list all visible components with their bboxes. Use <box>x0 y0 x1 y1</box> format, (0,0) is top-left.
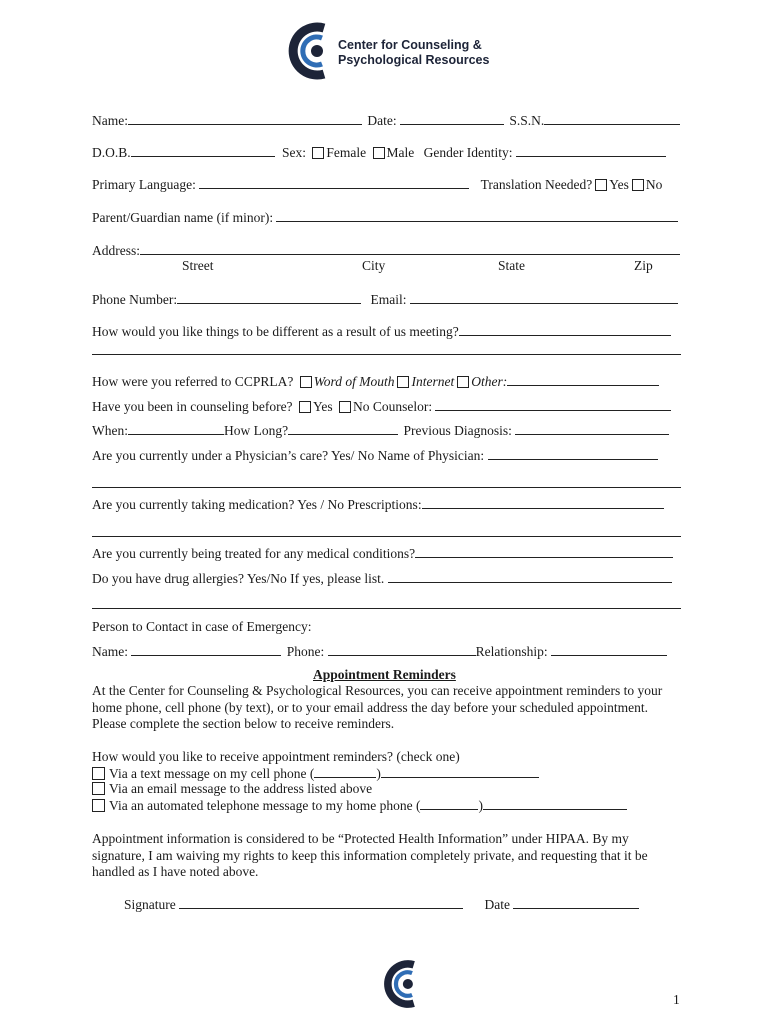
medication-question: Are you currently taking medication? Yes / No Prescriptions: <box>92 497 422 512</box>
translation-no-label: No <box>645 177 663 192</box>
em-relationship-label: Relationship: <box>475 644 548 659</box>
em-name-field[interactable] <box>131 643 281 656</box>
phone-number-field[interactable] <box>177 291 361 304</box>
when-field[interactable] <box>128 422 224 435</box>
other-label: Other: <box>471 374 508 389</box>
signature-label: Signature <box>124 897 176 912</box>
option-text-close: ) <box>376 766 381 781</box>
how-long-field[interactable] <box>288 422 398 435</box>
physician-question: Are you currently under a Physician’s care? Yes/ No Name of Physician: <box>92 448 485 463</box>
translation-needed-label: Translation Needed? <box>480 177 593 192</box>
row-medical <box>92 545 673 562</box>
ssn-label: S.S.N. <box>509 113 545 128</box>
counselor-field[interactable] <box>435 398 671 411</box>
name-field[interactable] <box>128 112 362 125</box>
translation-yes-label: Yes <box>609 177 629 192</box>
translation-yes-checkbox[interactable] <box>595 179 607 191</box>
em-name-label: Name: <box>92 644 128 659</box>
footer-logo <box>380 958 424 1014</box>
internet-checkbox[interactable] <box>397 376 409 388</box>
row-name <box>92 112 680 129</box>
row-medication <box>92 496 664 513</box>
row-signature <box>124 896 639 913</box>
different-field-line-2[interactable] <box>92 342 681 355</box>
em-phone-field[interactable] <box>328 643 476 656</box>
no-counselor-label: No Counselor: <box>352 399 433 414</box>
different-question: How would you like things to be different as a result of us meeting? <box>92 324 459 339</box>
option-phone-label: Via an automated telephone message to my home phone ( <box>109 798 421 813</box>
guardian-field[interactable] <box>276 209 678 222</box>
word-of-mouth-label: Word of Mouth <box>313 374 395 389</box>
logo-line-1: Center for Counseling & <box>338 38 482 52</box>
counseling-before-question: Have you been in counseling before? <box>92 399 293 414</box>
physician-field[interactable] <box>488 447 658 460</box>
translation-no-checkbox[interactable] <box>632 179 644 191</box>
phone-number-label: Phone Number: <box>92 292 178 307</box>
name-label: Name: <box>92 113 128 128</box>
date-label: Date: <box>367 113 397 128</box>
logo-line-2: Psychological Resources <box>338 53 490 67</box>
page-number: 1 <box>673 992 680 1007</box>
row-referred <box>92 373 659 390</box>
address-field[interactable] <box>140 242 680 255</box>
footer-logo-mark-icon <box>380 958 424 1010</box>
gender-identity-label: Gender Identity: <box>423 145 513 160</box>
drug-allergies-field[interactable] <box>388 570 672 583</box>
previous-diagnosis-label: Previous Diagnosis: <box>403 423 512 438</box>
em-relationship-field[interactable] <box>551 643 667 656</box>
row-guardian <box>92 209 678 226</box>
counseling-yes-checkbox[interactable] <box>299 401 311 413</box>
reminders-heading: Appointment Reminders <box>313 667 456 682</box>
email-label: Email: <box>370 292 407 307</box>
male-checkbox[interactable] <box>373 147 385 159</box>
option-phone-extra-line[interactable] <box>483 797 627 810</box>
option-email-checkbox[interactable] <box>92 782 105 795</box>
row-dob <box>92 144 666 161</box>
em-phone-label: Phone: <box>286 644 325 659</box>
option-text <box>92 765 539 782</box>
email-field[interactable] <box>410 291 678 304</box>
drug-allergies-question: Do you have drug allergies? Yes/No If yes, please list. <box>92 571 385 586</box>
logo-text <box>338 38 489 68</box>
row-language <box>92 176 662 193</box>
date-field[interactable] <box>400 112 504 125</box>
female-label: Female <box>326 145 367 160</box>
when-label: When: <box>92 423 128 438</box>
reminders-question: How would you like to receive appointment reminders? (check one) <box>92 749 460 764</box>
option-email-label: Via an email message to the address listed above <box>109 781 373 796</box>
signature-date-field[interactable] <box>513 896 639 909</box>
address-zip-caption: Zip <box>634 258 653 273</box>
reminders-intro: At the Center for Counseling & Psychological Resources, you can receive appointment reminders to your home phone, cell phone (by text), or to your email address the day before your scheduled appointment. Please complete the section below to receive reminders. <box>92 683 663 731</box>
word-of-mouth-checkbox[interactable] <box>300 376 312 388</box>
option-text-label: Via a text message on my cell phone ( <box>109 766 315 781</box>
hipaa-paragraph: Appointment information is considered to be “Protected Health Information” under HIPAA. By my signature, I am waiving my rights to keep this information completely private, and requesting that it be handled as I have noted above. <box>92 831 648 879</box>
referred-question: How were you referred to CCPRLA? <box>92 374 294 389</box>
signature-date-label: Date <box>484 897 510 912</box>
how-long-label: How Long? <box>224 423 289 438</box>
medical-conditions-field[interactable] <box>415 545 673 558</box>
header-logo <box>284 20 336 86</box>
prescriptions-field-line-2[interactable] <box>92 524 681 537</box>
dob-field[interactable] <box>131 144 275 157</box>
address-state-caption: State <box>498 258 525 273</box>
ssn-field[interactable] <box>544 112 680 125</box>
option-phone-checkbox[interactable] <box>92 799 105 812</box>
address-street-caption: Street <box>182 258 214 273</box>
prescriptions-field[interactable] <box>422 496 664 509</box>
drug-allergies-field-line-2[interactable] <box>92 596 681 609</box>
sex-label: Sex: <box>282 145 307 160</box>
option-phone <box>92 797 627 814</box>
counseling-no-checkbox[interactable] <box>339 401 351 413</box>
row-when <box>92 422 669 439</box>
option-email <box>92 781 372 797</box>
logo-mark-icon <box>284 20 336 82</box>
guardian-label: Parent/Guardian name (if minor): <box>92 210 274 225</box>
option-phone-close: ) <box>478 798 483 813</box>
row-allergies <box>92 570 672 587</box>
male-label: Male <box>386 145 415 160</box>
row-address <box>92 242 680 259</box>
row-counseling <box>92 398 671 415</box>
previous-diagnosis-field[interactable] <box>515 422 669 435</box>
different-field[interactable] <box>459 323 671 336</box>
counseling-yes-label: Yes <box>312 399 333 414</box>
option-text-extra-line[interactable] <box>381 765 539 778</box>
primary-language-field[interactable] <box>199 176 469 189</box>
other-field[interactable] <box>507 373 659 386</box>
primary-language-label: Primary Language: <box>92 177 196 192</box>
row-different <box>92 323 671 340</box>
other-checkbox[interactable] <box>457 376 469 388</box>
medical-conditions-question: Are you currently being treated for any medical conditions? <box>92 546 416 561</box>
option-text-checkbox[interactable] <box>92 767 105 780</box>
signature-field[interactable] <box>179 896 463 909</box>
address-city-caption: City <box>362 258 386 273</box>
option-phone-number-field[interactable] <box>420 797 478 810</box>
address-label: Address: <box>92 243 140 258</box>
option-text-phone-field[interactable] <box>314 765 376 778</box>
female-checkbox[interactable] <box>312 147 324 159</box>
gender-identity-field[interactable] <box>516 144 666 157</box>
internet-label: Internet <box>411 374 455 389</box>
physician-field-line-2[interactable] <box>92 475 681 488</box>
row-phone <box>92 291 678 308</box>
row-physician <box>92 447 658 464</box>
emergency-contact-label: Person to Contact in case of Emergency: <box>92 619 312 634</box>
row-emergency <box>92 643 667 660</box>
dob-label: D.O.B. <box>92 145 131 160</box>
